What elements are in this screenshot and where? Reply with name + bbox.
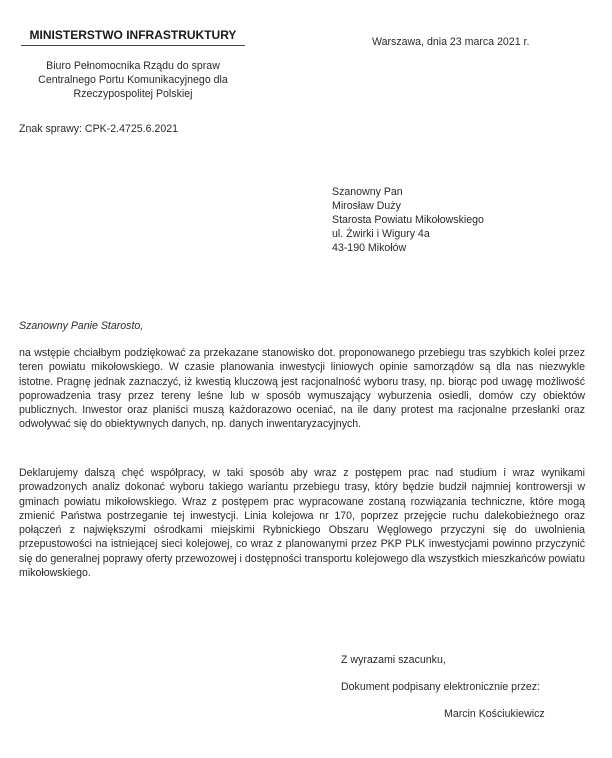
signer-name: Marcin Kościukiewicz xyxy=(444,708,545,720)
letter-date: Warszawa, dnia 23 marca 2021 r. xyxy=(372,36,530,48)
addressee-line: ul. Żwirki i Wigury 4a xyxy=(332,228,430,240)
e-signature-note: Dokument podpisany elektronicznie przez: xyxy=(341,681,541,693)
office-name xyxy=(21,59,245,101)
salutation: Szanowny Panie Starosto, xyxy=(19,320,144,332)
body-paragraph: na wstępie chciałbym podziękować za przekazane stanowisko dot. proponowanego przebiegu tras szybkich kolei przez teren powiatu mikołowskiego. W czasie planowania inwestycji liniowych opinie samorządów są dla nas niezwykle istotne. Pragnę jednak zaznaczyć, iż kwestią kluczową jest racjonalność wyboru trasy, np. biorąc pod uwagę możliwość poprowadzenia trasy przez tereny leśne lub w sposób wymuszający wyburzenia osiedli, domów czy obiektów publicznych. Inwestor oraz planiści muszą każdorazowo oceniać, na ile dany protest ma racjonalne przesłanki oraz odwoływać się do obiektywnych danych, np. danych inwentaryzacyjnych. xyxy=(19,347,585,431)
case-reference: Znak sprawy: CPK-2.4725.6.2021 xyxy=(19,123,178,135)
addressee-line: Mirosław Duży xyxy=(332,200,401,212)
office-line: Centralnego Portu Komunikacyjnego dla xyxy=(38,74,228,86)
addressee-block xyxy=(332,185,484,255)
closing-phrase: Z wyrazami szacunku, xyxy=(341,654,446,666)
addressee-line: 43-190 Mikołów xyxy=(332,242,407,254)
office-line: Biuro Pełnomocnika Rządu do spraw xyxy=(46,60,220,72)
office-line: Rzeczypospolitej Polskiej xyxy=(73,88,193,100)
body-paragraph: Deklarujemy dalszą chęć współpracy, w taki sposób aby wraz z postępem prac nad studium i wraz wynikami prowadzonych analiz dokonać wyboru takiego wariantu przebiegu trasy, który będzie budził najmniej kontrowersji w gminach powiatu mikołowskiego. Wraz z postępem prac wypracowane zostaną rozwiązania techniczne, które mogą zmienić Państwa postrzeganie tej inwestycji. Linia kolejowa nr 170, poprzez przejęcie ruchu dalekobieżnego oraz połączeń z największymi ośrodkami miejskimi Rybnickiego Obszaru Węglowego przyczyni się do uwolnienia przepustowości na istniejącej sieci kolejowej, co wraz z planowanymi przez PKP PLK inwestycjami powinno przyczynić się do generalnej poprawy oferty przewozowej i dostępności transportu kolejowego dla wszystkich mieszkańców powiatu mikołowskiego. xyxy=(19,467,585,580)
addressee-line: Szanowny Pan xyxy=(332,186,403,198)
ministry-header: MINISTERSTWO INFRASTRUKTURY xyxy=(21,28,245,46)
addressee-line: Starosta Powiatu Mikołowskiego xyxy=(332,214,484,226)
